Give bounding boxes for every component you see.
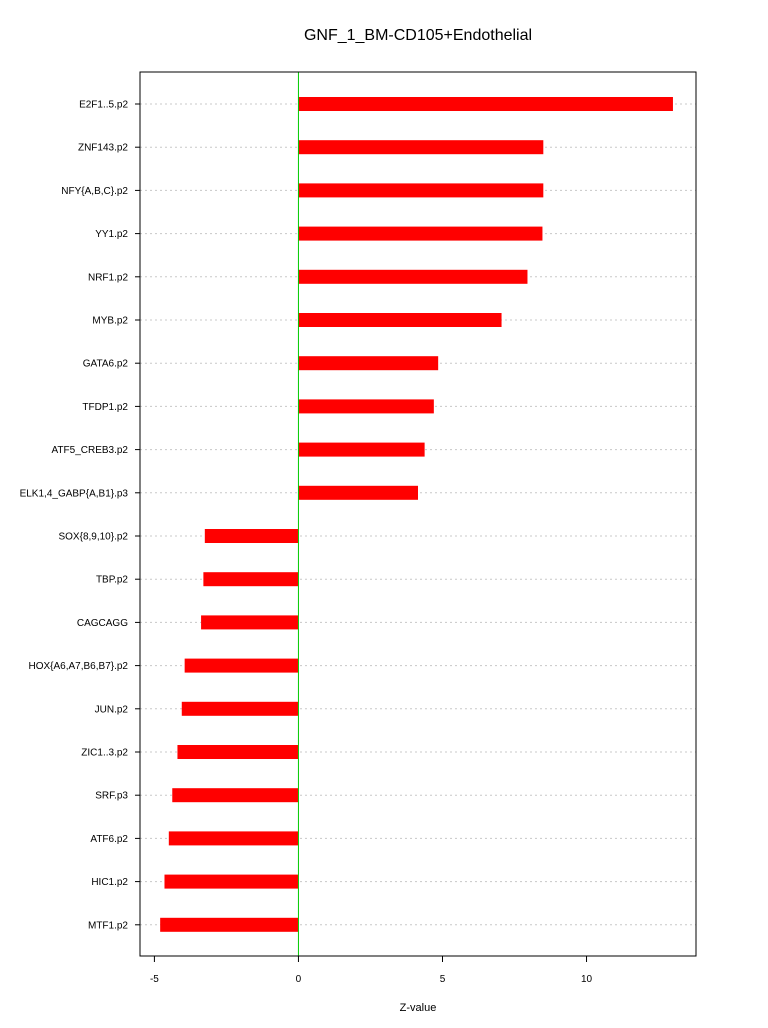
bar [298,356,438,370]
bar [298,399,433,413]
chart-title: GNF_1_BM-CD105+Endothelial [303,27,533,44]
category-label: HOX{A6,A7,B6,B7}.p2 [28,661,128,673]
category-label: MYB.p2 [92,315,128,327]
category-label: CAGCAGG [76,617,128,629]
category-label: YY1.p2 [95,229,128,241]
x-axis-label: Z-value [399,1002,437,1014]
bar [298,486,418,500]
category-label: SRF.p3 [95,790,128,802]
category-label: TBP.p2 [95,574,128,586]
x-axis-ticks [150,956,593,985]
category-labels [20,100,140,932]
category-label: E2F1..5.p2 [79,99,128,111]
x-tick-label: 0 [295,974,302,985]
bar [298,227,542,241]
category-label: SOX{8,9,10}.p2 [58,531,128,543]
category-label: GATA6.p2 [82,358,128,370]
category-label: ELK1,4_GABP{A,B1}.p3 [19,488,128,500]
bar [298,183,543,197]
category-label: NFY{A,B,C}.p2 [61,185,128,197]
x-tick-label: 10 [580,974,593,985]
category-label: NRF1.p2 [87,272,128,284]
bar [172,788,298,802]
bar [298,270,527,284]
category-label: HIC1.p2 [91,877,128,889]
plot-frame [140,72,696,956]
category-label: MTF1.p2 [87,920,128,932]
bar [203,572,298,586]
bar [169,831,299,845]
category-label: JUN.p2 [94,704,128,716]
x-tick-label: -5 [149,974,159,985]
bar [298,313,501,327]
category-label: ZIC1..3.p2 [81,747,128,759]
bar [298,443,424,457]
bar [164,875,298,889]
bar [185,659,299,673]
bar [298,140,543,154]
bar [298,97,673,111]
category-label: ZNF143.p2 [77,142,128,154]
bar [201,615,298,629]
bar [182,702,299,716]
x-tick-label: 5 [439,974,446,985]
bars [160,97,673,932]
category-label: ATF5_CREB3.p2 [51,445,128,457]
category-label: ATF6.p2 [90,833,128,845]
bar [177,745,298,759]
category-label: TFDP1.p2 [82,401,128,413]
bar [160,918,298,932]
bar [205,529,299,543]
